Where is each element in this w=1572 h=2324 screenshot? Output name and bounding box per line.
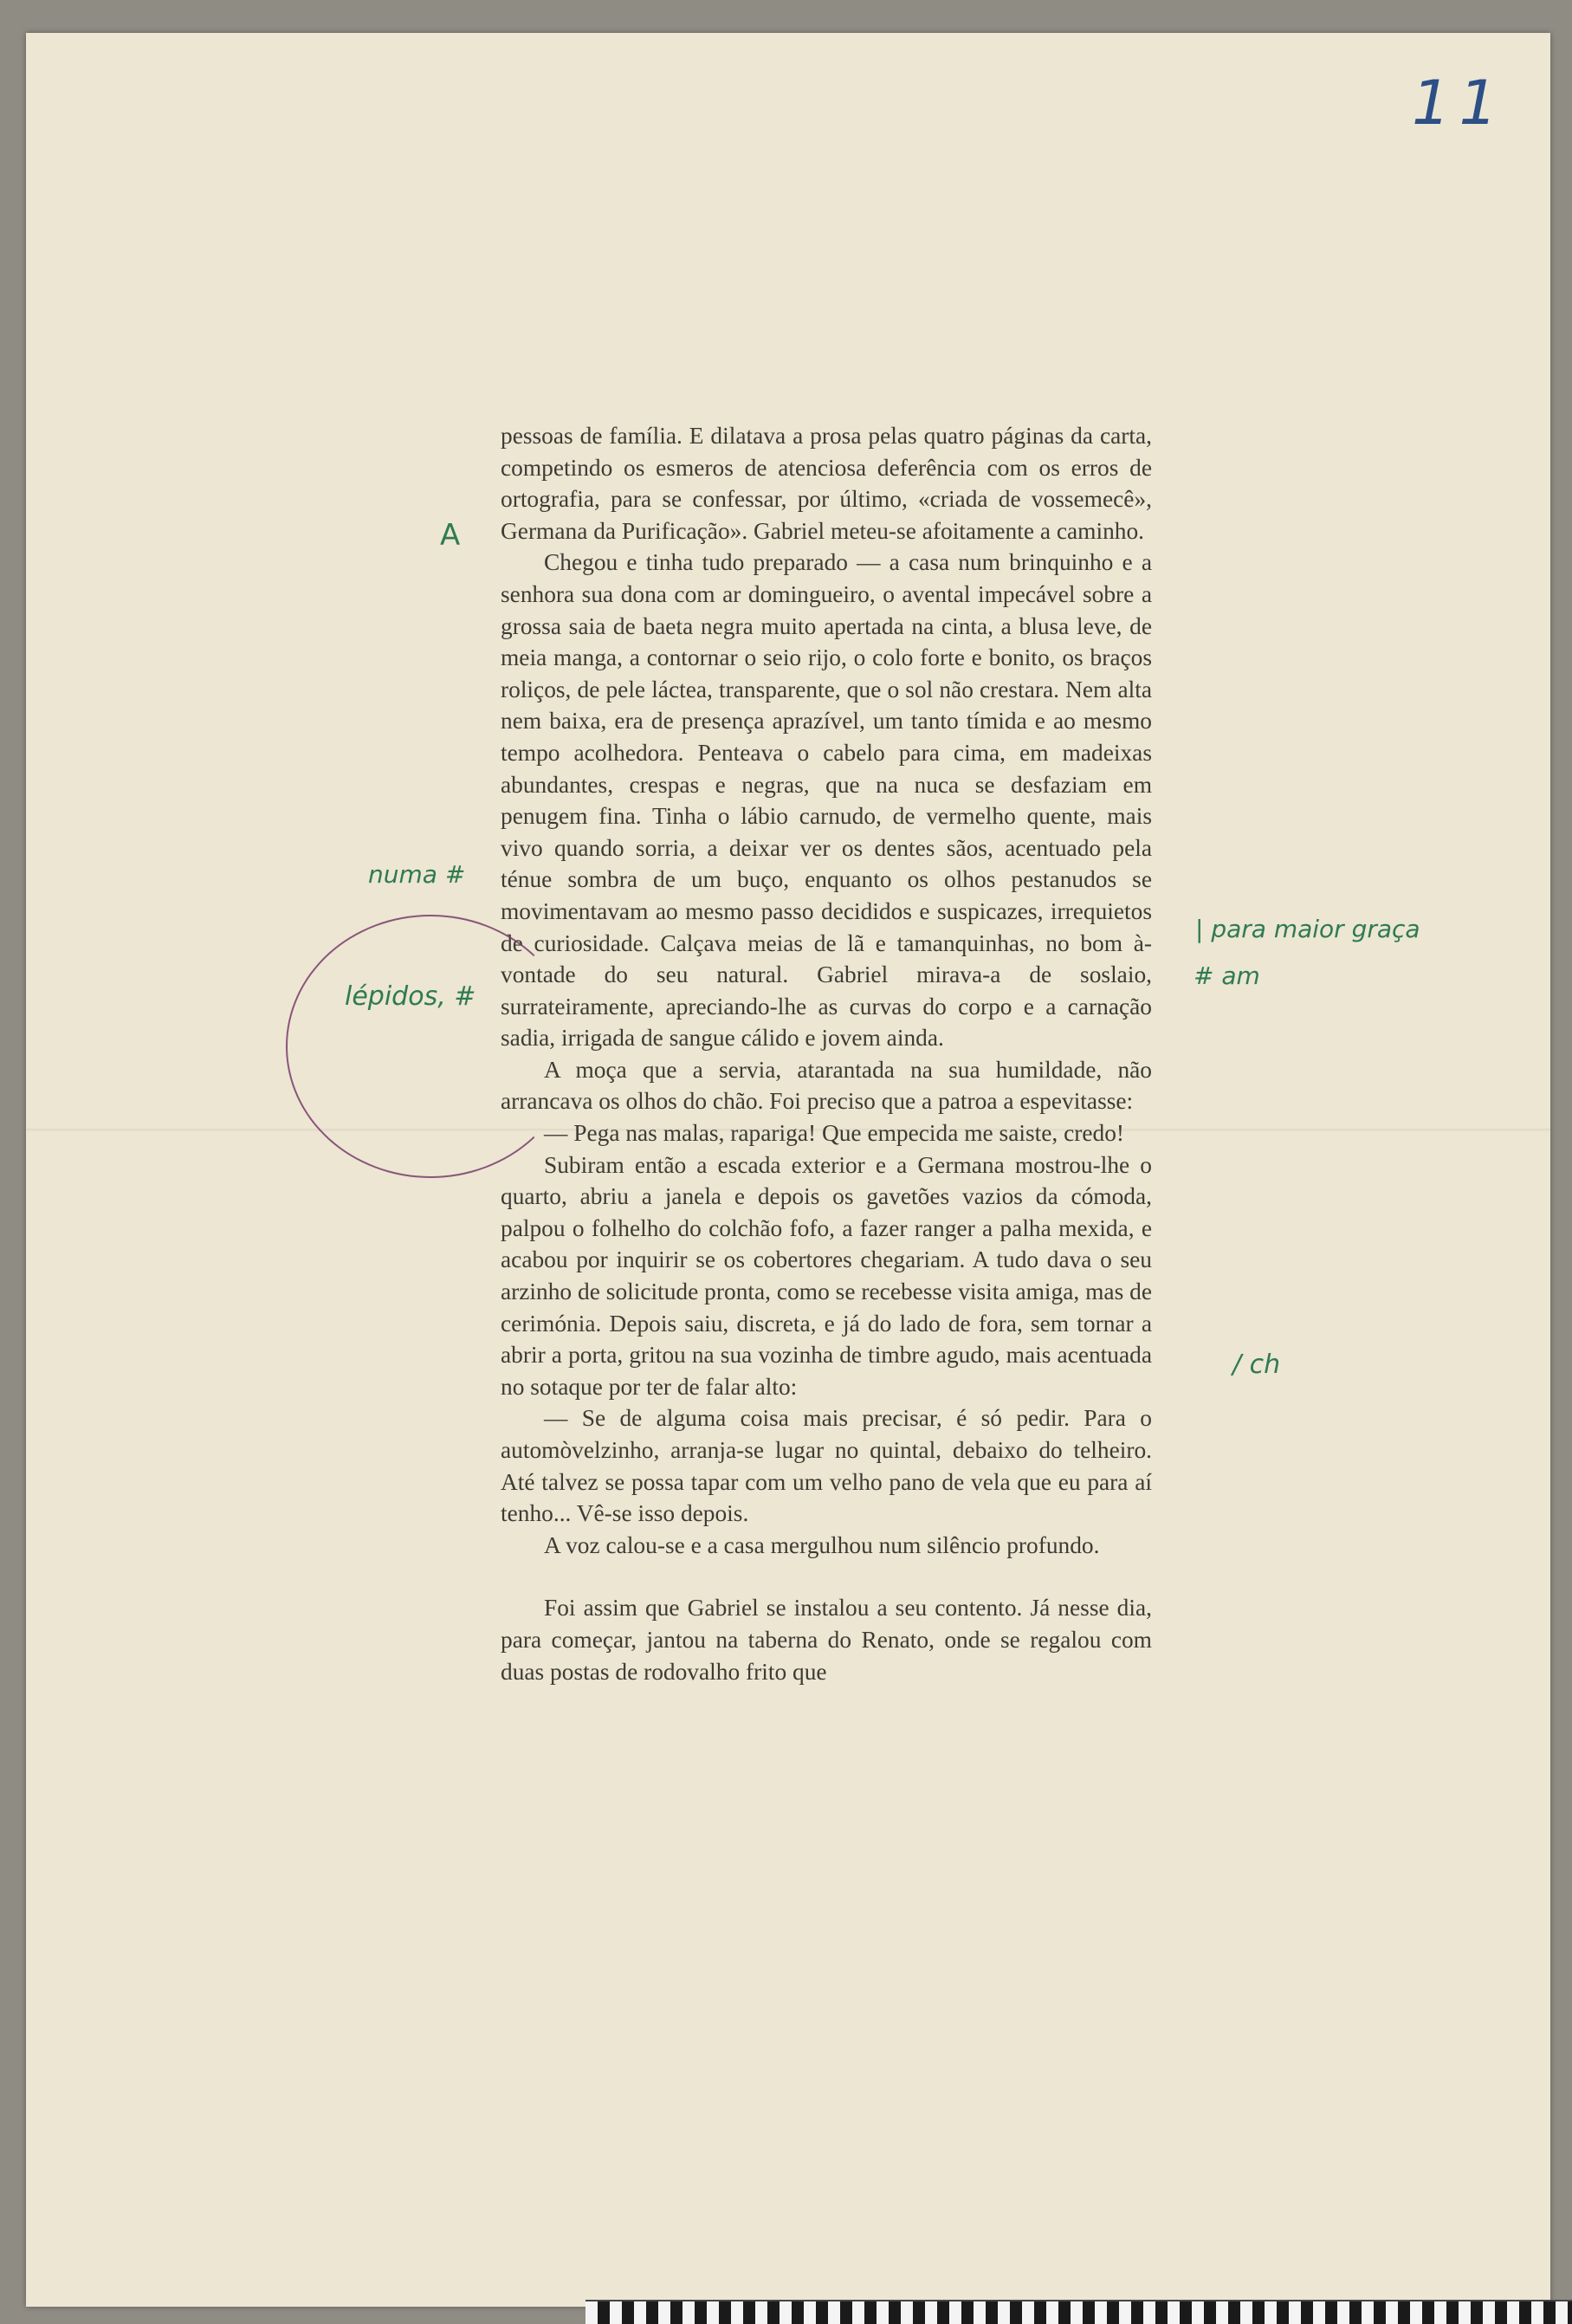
margin-annotation: lépidos, # <box>345 981 476 1012</box>
handwritten-circle-mark <box>286 915 575 1178</box>
margin-annotation: # am <box>1194 961 1260 990</box>
paragraph: Subiram então a escada exterior e a Germana mostrou-lhe o quarto, abriu a janela e depois os gavetões vazios da cómoda, palpou o folhelho do colchão fofo, a fazer ranger a palha mexida, e acabou por inquirir se os cobertores chegariam. A tudo dava o seu arzinho de solicitude pronta, como se recebesse visita amiga, mas de cerimónia. Depois saiu, discreta, e já do lado de fora, sem tornar a abrir a porta, gritou na sua vozinha de timbre agudo, mais acentuada no sotaque por ter de falar alto: <box>501 1151 1152 1400</box>
margin-annotation: numa # <box>368 860 466 889</box>
paragraph: Foi assim que Gabriel se instalou a seu contento. Já nesse dia, para começar, jantou na taberna do Renato, onde se regalou com duas postas de rodovalho frito que <box>501 1595 1152 1685</box>
page-number: 11 <box>1412 68 1507 139</box>
paragraph: Chegou e tinha tudo preparado — a casa num brinquinho e a senhora sua dona com ar domingueiro, o avental impecável sobre a grossa saia de baeta negra muito apertada na cinta, a blusa leve, de meia manga, a contornar o seio rijo, o colo forte e bonito, os braços roliços, de pele láctea, transparente, que o sol não crestara. Nem alta nem baixa, era de presença aprazível, um tanto tímida e ao mesmo tempo acolhedora. Penteava o cabelo para cima, em madeixas abundantes, crespas e negras, que na nuca se desfaziam em penugem fina. Tinha o lábio carnudo, de vermelho quente, mais vivo quando sorria, a deixar ver os dentes sãos, acentuado pela ténue sombra de um buço, enquanto os olhos pestanudos se movimentavam ao mesmo passo decididos e suspicazes, irrequietos de curiosidade. Calçava meias de lã e tamanquinhas, no bom à-vontade do seu natural. Gabriel mirava-a de soslaio, surrateiramente, apreciando-lhe as curvas do corpo e a carnação sadia, irrigada de sangue cálido e jovem ainda. <box>501 549 1152 1052</box>
margin-annotation: | para maior graça <box>1195 915 1420 943</box>
paragraph: A moça que a servia, atarantada na sua humildade, não arrancava os olhos do chão. Foi preciso que a patroa a espevitasse: <box>501 1056 1152 1115</box>
margin-annotation: A <box>440 518 461 553</box>
document-page <box>26 33 1550 2307</box>
margin-annotation: / ch <box>1232 1350 1281 1380</box>
paragraph: A voz calou-se e a casa mergulhou num silêncio profundo. <box>544 1531 1100 1558</box>
body-text <box>501 420 1152 1687</box>
paragraph: — Pega nas malas, rapariga! Que empecida me saiste, credo! <box>544 1120 1125 1147</box>
color-scale-bar <box>585 2300 1572 2324</box>
paragraph: — Se de alguma coisa mais precisar, é só pedir. Para o automòvelzinho, arranja-se lugar no quintal, debaixo do telheiro. Até talvez se possa tapar com um velho pano de vela que eu para aí tenho... Vê-se isso depois. <box>501 1405 1152 1527</box>
paragraph: pessoas de família. E dilatava a prosa pelas quatro páginas da carta, competindo os esmeros de atenciosa deferência com os erros de ortografia, para se confessar, por último, «criada de vossemecê», Germana da Purificação». Gabriel meteu-se afoitamente a caminho. <box>501 423 1152 544</box>
